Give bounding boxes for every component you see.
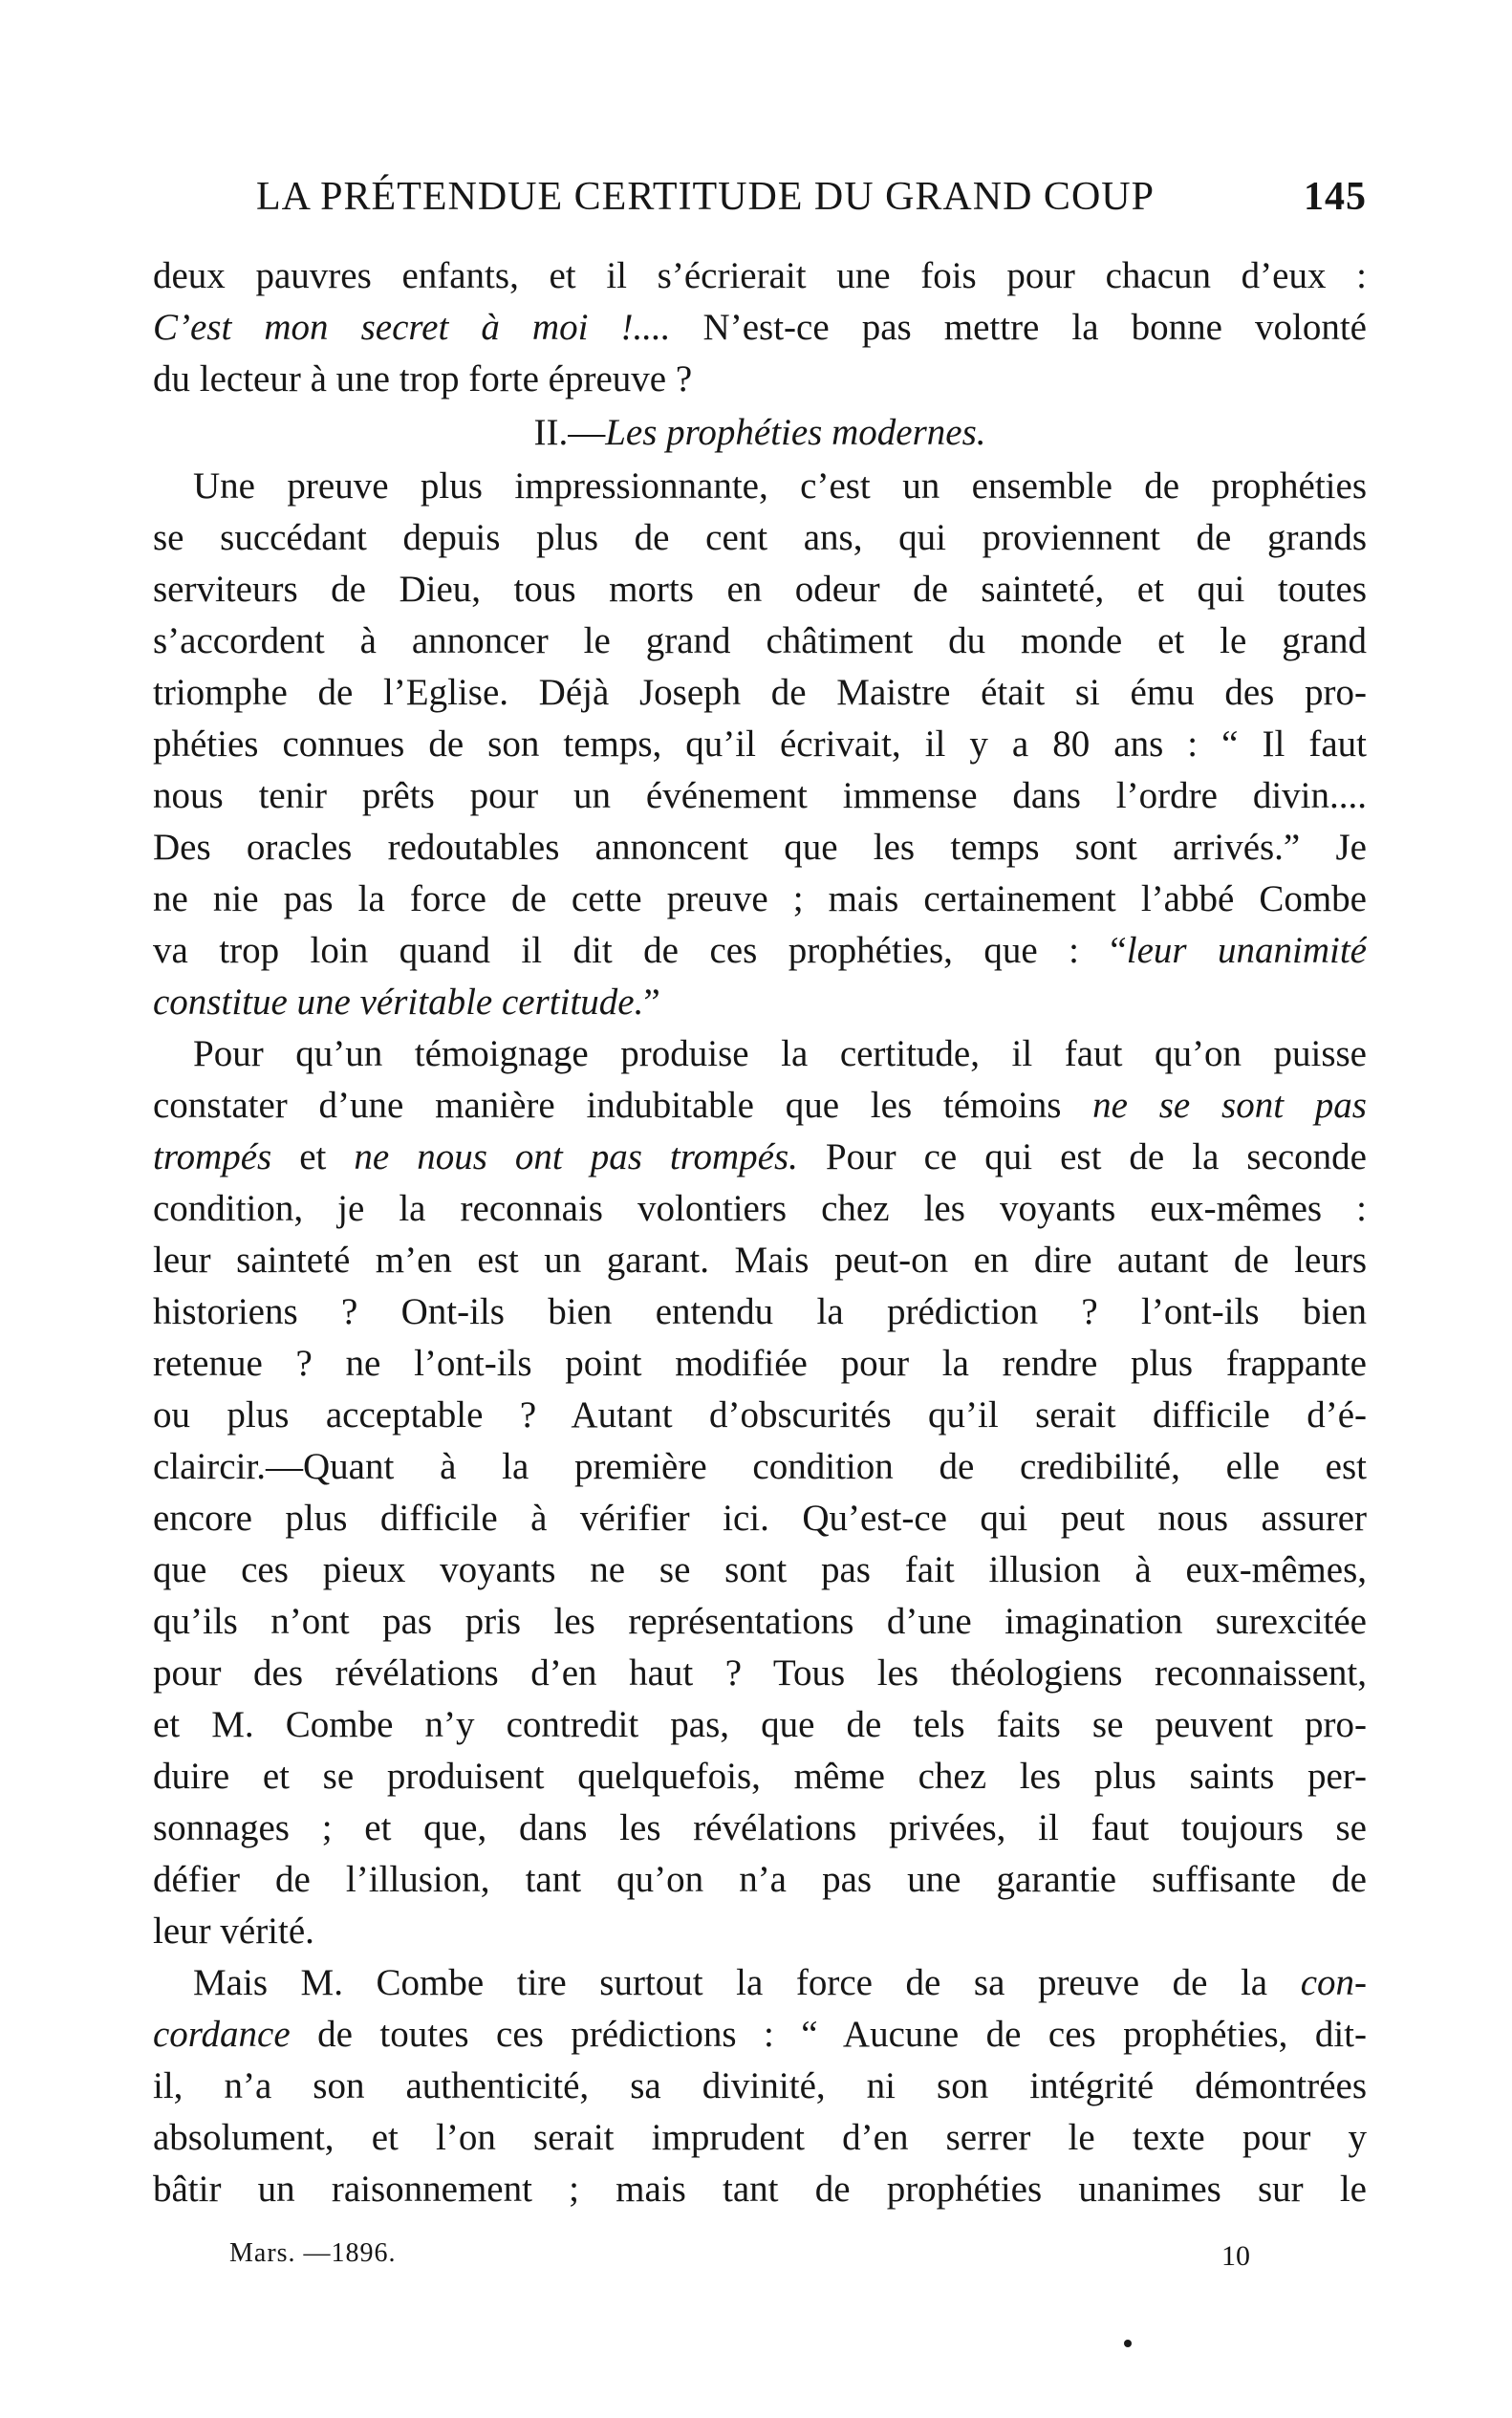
text-line: claircir.—Quant à la première condition de credibilité, elle est [153, 1446, 1367, 1487]
text-line: Mais M. Combe tire surtout la force de sa preuve de la con- [193, 1962, 1367, 2003]
text-line: leur sainteté m’en est un garant. Mais peut-on en dire autant de leurs [153, 1240, 1367, 1281]
section-heading [153, 407, 1367, 459]
paragraph [153, 1028, 1367, 1957]
running-head [153, 174, 1367, 227]
text-line: retenue ? ne l’ont-ils point modifiée pour la rendre plus frappante [153, 1343, 1367, 1384]
text-line: triomphe de l’Eglise. Déjà Joseph de Maistre était si ému des pro- [153, 672, 1367, 713]
text-line: va trop loin quand il dit de ces prophéties, que : “leur unanimité [153, 930, 1367, 971]
text-line: absolument, et l’on serait imprudent d’en serrer le texte pour y [153, 2117, 1367, 2158]
text-line: cordance de toutes ces prédictions : “ Aucune de ces prophéties, dit- [153, 2014, 1367, 2055]
sheet-number: 10 [1221, 2240, 1250, 2272]
text-line: Une preuve plus impressionnante, c’est un ensemble de prophéties [193, 465, 1367, 507]
text-line: bâtir un raisonnement ; mais tant de prophéties unanimes sur le [153, 2169, 1367, 2210]
text-line: C’est mon secret à moi !.... N’est-ce pas mettre la bonne volonté [153, 307, 1367, 348]
text-line: constater d’une manière indubitable que les témoins ne se sont pas [153, 1085, 1367, 1126]
body-text [153, 250, 1367, 2215]
continued-paragraph [153, 250, 1367, 405]
text-line: ne nie pas la force de cette preuve ; mais certainement l’abbé Combe [153, 878, 1367, 919]
text-line: il, n’a son authenticité, sa divinité, ni son intégrité démontrées [153, 2065, 1367, 2106]
section-number: II.— [533, 412, 606, 453]
text-line: historiens ? Ont-ils bien entendu la prédiction ? l’ont-ils bien [153, 1291, 1367, 1332]
page-number: 145 [1304, 175, 1367, 219]
text-line: serviteurs de Dieu, tous morts en odeur de sainteté, et qui toutes [153, 569, 1367, 610]
text-line: défier de l’illusion, tant qu’on n’a pas une garantie suffisante de [153, 1859, 1367, 1900]
ink-speck [1124, 2340, 1132, 2347]
paragraph [153, 461, 1367, 1028]
text-line: encore plus difficile à vérifier ici. Qu’est-ce qui peut nous assurer [153, 1498, 1367, 1539]
text-line: trompés et ne nous ont pas trompés. Pour ce qui est de la seconde [153, 1136, 1367, 1177]
text-line: Des oracles redoutables annoncent que les temps sont arrivés.” Je [153, 827, 1367, 868]
text-line: leur vérité. [153, 1911, 314, 1952]
text-line: phéties connues de son temps, qu’il écrivait, il y a 80 ans : “ Il faut [153, 723, 1367, 765]
text-line: condition, je la reconnais volontiers chez les voyants eux-mêmes : [153, 1188, 1367, 1229]
text-line: nous tenir prêts pour un événement immense dans l’ordre divin.... [153, 775, 1367, 816]
signature-mark: Mars. —1896. [229, 2238, 397, 2268]
text-line: constitue une véritable certitude.” [153, 982, 660, 1023]
running-title: LA PRÉTENDUE CERTITUDE DU GRAND COUP [256, 175, 1155, 219]
page-footer [153, 2238, 1367, 2286]
section-title: Les prophéties modernes. [605, 412, 986, 453]
text-line: se succédant depuis plus de cent ans, qui proviennent de grands [153, 517, 1367, 558]
text-line: s’accordent à annoncer le grand châtiment du monde et le grand [153, 620, 1367, 661]
text-line: pour des révélations d’en haut ? Tous les théologiens reconnaissent, [153, 1652, 1367, 1694]
text-line: et M. Combe n’y contredit pas, que de tels faits se peuvent pro- [153, 1704, 1367, 1745]
paragraph [153, 1957, 1367, 2215]
text-line: duire et se produisent quelquefois, même chez les plus saints per- [153, 1756, 1367, 1797]
text-line: deux pauvres enfants, et il s’écrierait une fois pour chacun d’eux : [153, 255, 1367, 296]
text-line: du lecteur à une trop forte épreuve ? [153, 358, 693, 399]
text-line: Pour qu’un témoignage produise la certitude, il faut qu’on puisse [193, 1033, 1367, 1074]
text-line: sonnages ; et que, dans les révélations privées, il faut toujours se [153, 1807, 1367, 1848]
text-line: ou plus acceptable ? Autant d’obscurités qu’il serait difficile d’é- [153, 1394, 1367, 1436]
text-line: qu’ils n’ont pas pris les représentations d’une imagination surexcitée [153, 1601, 1367, 1642]
text-line: que ces pieux voyants ne se sont pas fait illusion à eux-mêmes, [153, 1549, 1367, 1590]
